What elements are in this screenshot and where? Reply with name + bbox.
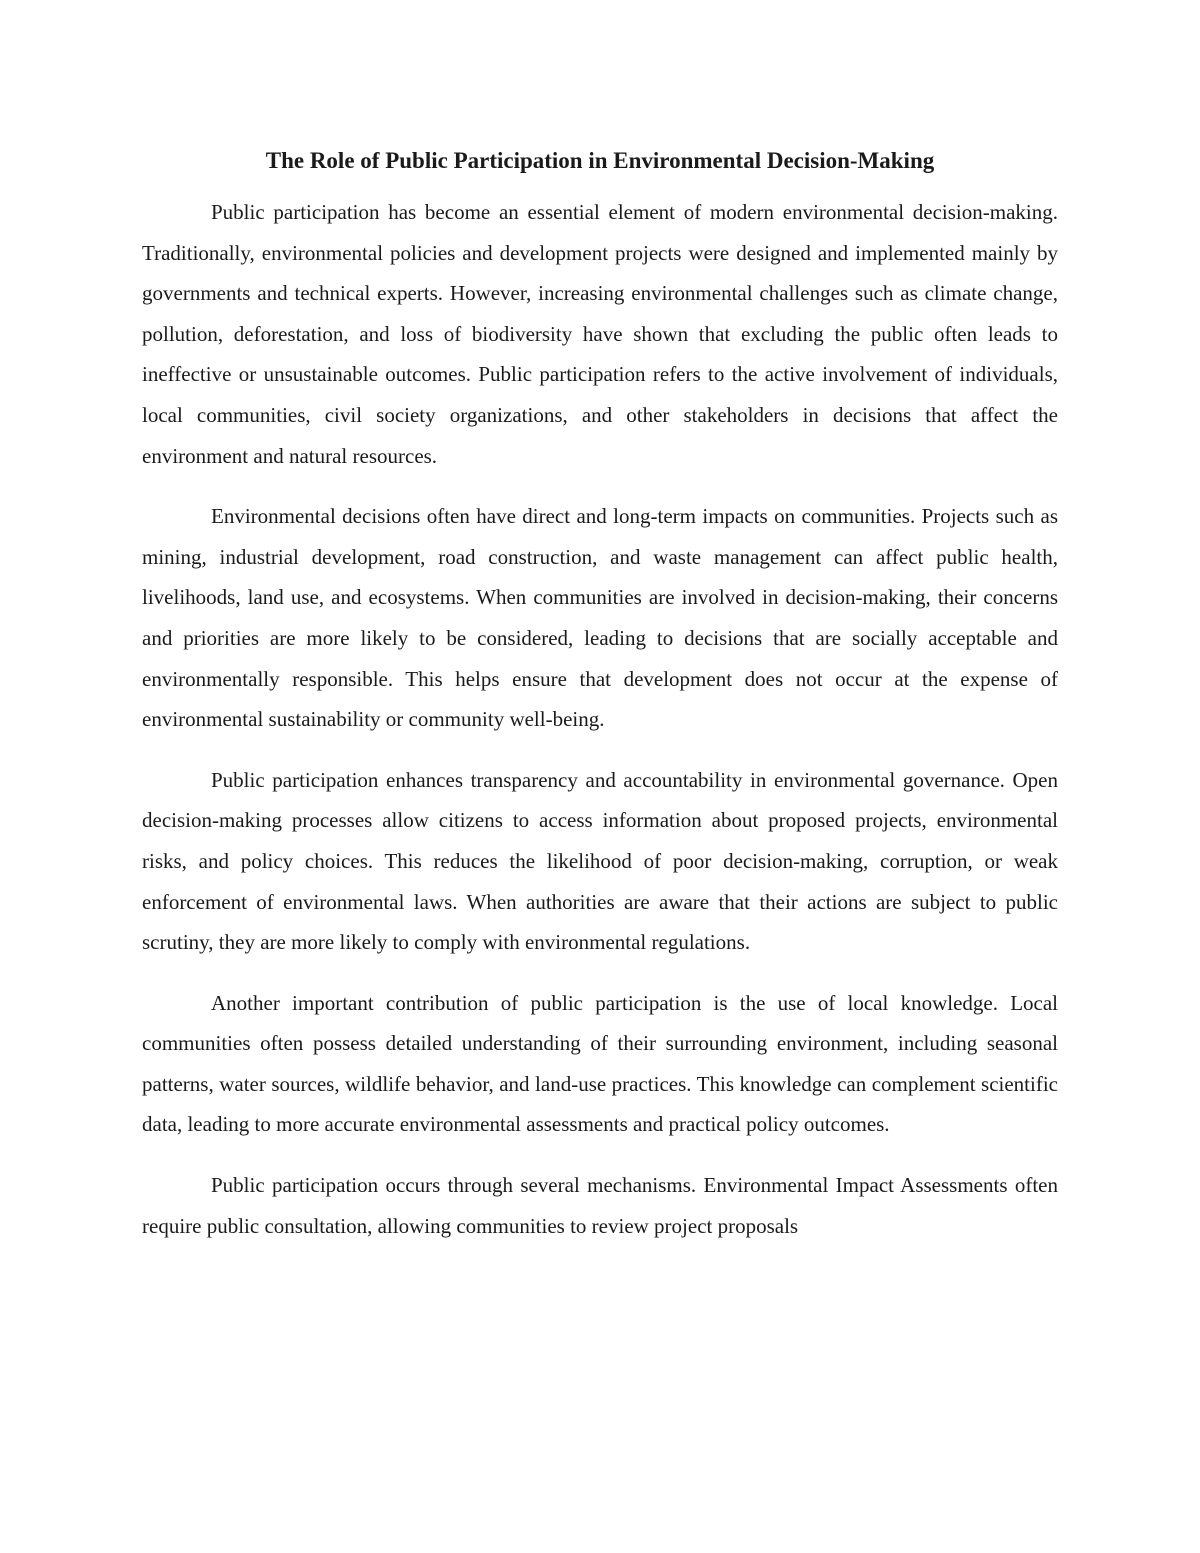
paragraph: Environmental decisions often have direct and long-term impacts on communities. Projects such as mining, industrial development, road construction, and waste management can affect public health, livelihoods, land use, and ecosystems. When communities are involved in decision-making, their concerns and priorities are more likely to be considered, leading to decisions that are socially acceptable and environmentally responsible. This helps ensure that development does not occur at the expense of environmental sustainability or community well-being. xyxy=(142,504,1058,732)
document-body xyxy=(142,142,1058,1246)
document-title: The Role of Public Participation in Environmental Decision-Making xyxy=(265,148,935,173)
paragraph: Public participation occurs through several mechanisms. Environmental Impact Assessments often require public consultation, allowing communities to review project proposals xyxy=(142,1173,1058,1238)
paragraph: Another important contribution of public participation is the use of local knowledge. Local communities often possess detailed understanding of their surrounding environment, including seasonal patterns, water sources, wildlife behavior, and land-use practices. This knowledge can complement scientific data, leading to more accurate environmental assessments and practical policy outcomes. xyxy=(142,990,1058,1137)
paragraph: Public participation has become an essential element of modern environmental decision-making. Traditionally, environmental policies and development projects were designed and implemented mainly by governments and technical experts. However, increasing environmental challenges such as climate change, pollution, deforestation, and loss of biodiversity have shown that excluding the public often leads to ineffective or unsustainable outcomes. Public participation refers to the active involvement of individuals, local communities, civil society organizations, and other stakeholders in decisions that affect the environment and natural resources. xyxy=(142,200,1058,468)
paragraph: Public participation enhances transparency and accountability in environmental governance. Open decision-making processes allow citizens to access information about proposed projects, environmental risks, and policy choices. This reduces the likelihood of poor decision-making, corruption, or weak enforcement of environmental laws. When authorities are aware that their actions are subject to public scrutiny, they are more likely to comply with environmental regulations. xyxy=(142,767,1058,955)
